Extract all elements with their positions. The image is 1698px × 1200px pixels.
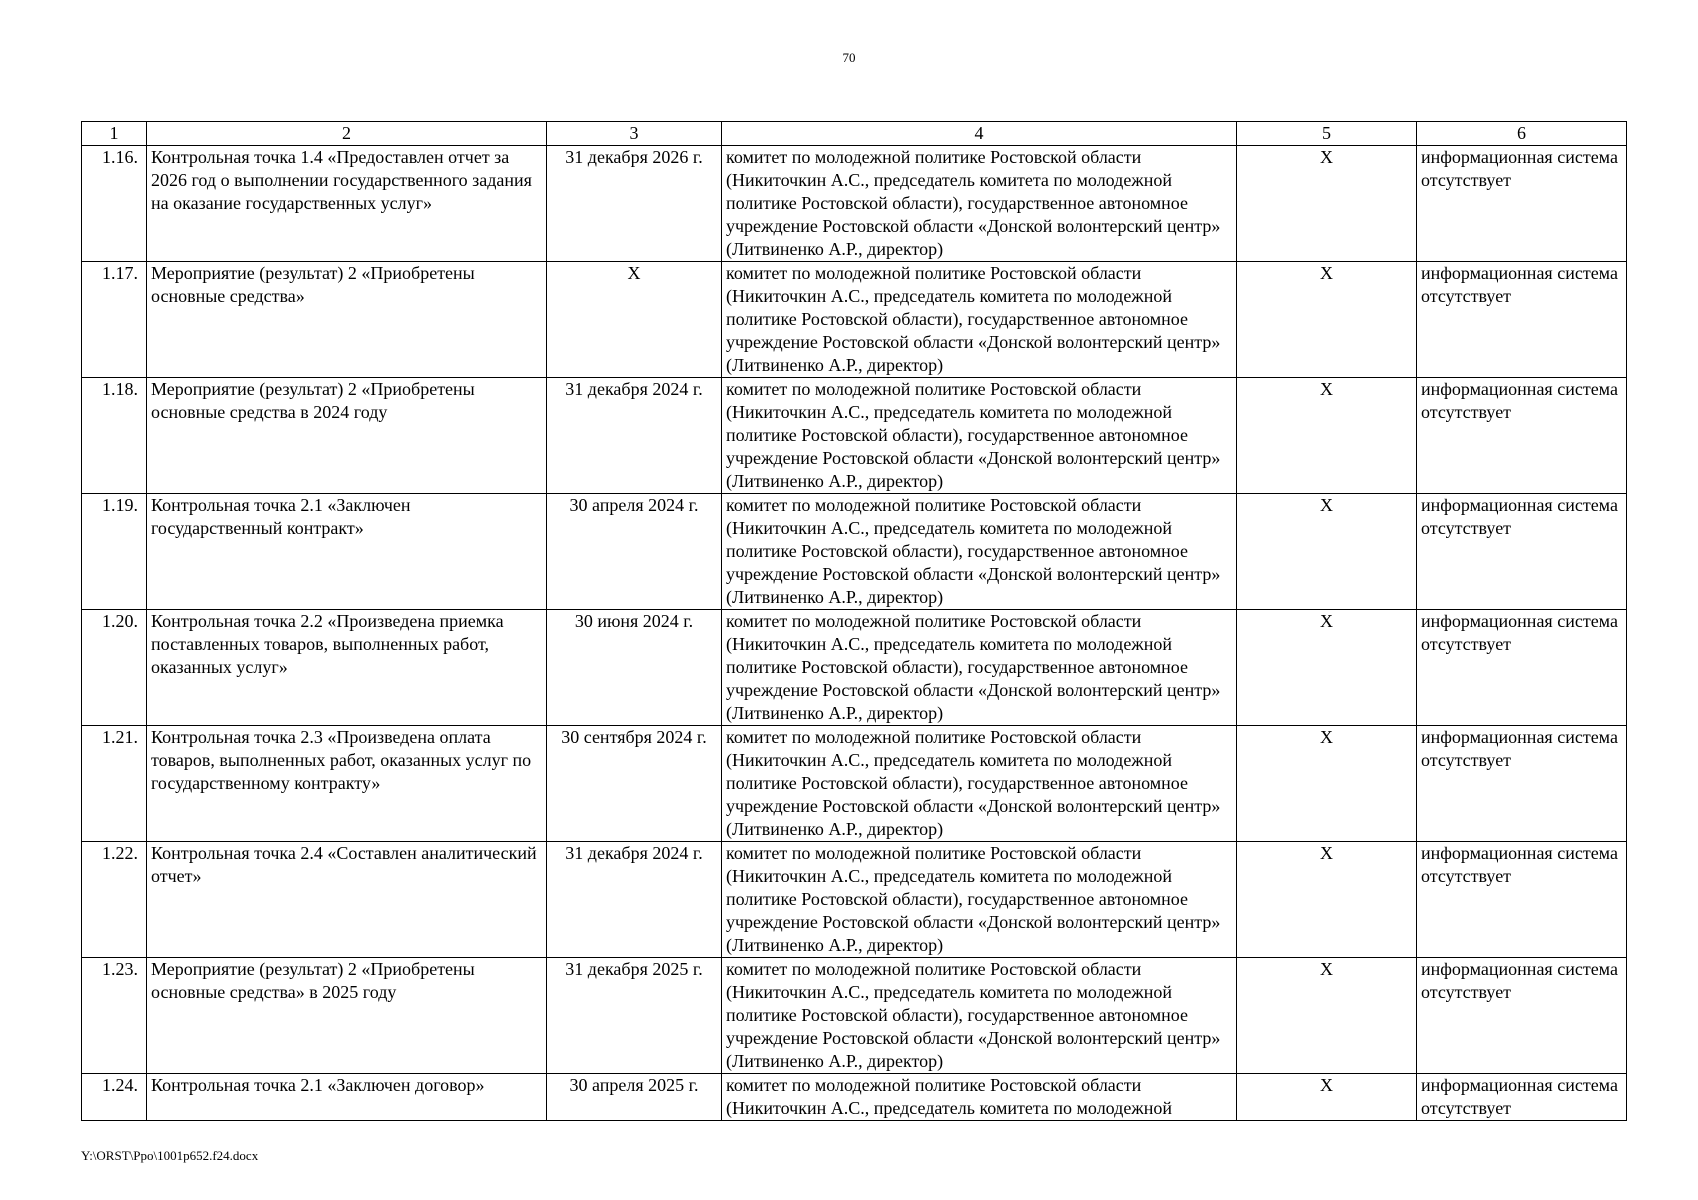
header-cell-6: 6 bbox=[1417, 122, 1627, 146]
row-number: 1.21. bbox=[82, 726, 147, 842]
header-row bbox=[82, 122, 1627, 146]
row-responsible: комитет по молодежной политике Ростовской области (Никиточкин А.С., председатель комитета по молодежной политике Ростовской области), государственное автономное учреждение Ростовской области «Донской волонтерский центр» (Литвиненко А.Р., директор) bbox=[722, 842, 1237, 958]
row-info: информационная система отсутствует bbox=[1417, 262, 1627, 378]
row-date: 31 декабря 2024 г. bbox=[547, 378, 722, 494]
row-name: Контрольная точка 1.4 «Предоставлен отчет за 2026 год о выполнении государственного задания на оказание государственных услуг» bbox=[147, 146, 547, 262]
row-date: Х bbox=[547, 262, 722, 378]
footer-file-path: Y:\ORST\Ppo\1001p652.f24.docx bbox=[81, 1148, 259, 1163]
row-info: информационная система отсутствует bbox=[1417, 494, 1627, 610]
row-name: Мероприятие (результат) 2 «Приобретены основные средства в 2024 году bbox=[147, 378, 547, 494]
row-col5: Х bbox=[1237, 378, 1417, 494]
row-responsible: комитет по молодежной политике Ростовской области (Никиточкин А.С., председатель комитета по молодежной политике Ростовской области), государственное автономное учреждение Ростовской области «Донской волонтерский центр» (Литвиненко А.Р., директор) bbox=[722, 262, 1237, 378]
row-date: 30 сентября 2024 г. bbox=[547, 726, 722, 842]
row-date: 31 декабря 2025 г. bbox=[547, 958, 722, 1074]
row-info: информационная система отсутствует bbox=[1417, 958, 1627, 1074]
row-col5: Х bbox=[1237, 610, 1417, 726]
row-col5: Х bbox=[1237, 1074, 1417, 1121]
row-name: Контрольная точка 2.1 «Заключен государственный контракт» bbox=[147, 494, 547, 610]
row-col5: Х bbox=[1237, 146, 1417, 262]
row-responsible: комитет по молодежной политике Ростовской области (Никиточкин А.С., председатель комитета по молодежной политике Ростовской области), государственное автономное учреждение Ростовской области «Донской волонтерский центр» (Литвиненко А.Р., директор) bbox=[722, 610, 1237, 726]
page-number: 70 bbox=[842, 50, 856, 65]
row-number: 1.22. bbox=[82, 842, 147, 958]
table-row bbox=[82, 494, 1627, 610]
table-row bbox=[82, 842, 1627, 958]
row-date: 30 апреля 2025 г. bbox=[547, 1074, 722, 1121]
row-col5: Х bbox=[1237, 842, 1417, 958]
control-points-table bbox=[81, 121, 1627, 1121]
row-name: Мероприятие (результат) 2 «Приобретены основные средства» в 2025 году bbox=[147, 958, 547, 1074]
header-cell-2: 2 bbox=[147, 122, 547, 146]
row-number: 1.16. bbox=[82, 146, 147, 262]
row-info: информационная система отсутствует bbox=[1417, 146, 1627, 262]
row-name: Контрольная точка 2.3 «Произведена оплата товаров, выполненных работ, оказанных услуг по государственному контракту» bbox=[147, 726, 547, 842]
row-info: информационная система отсутствует bbox=[1417, 842, 1627, 958]
row-name: Контрольная точка 2.2 «Произведена приемка поставленных товаров, выполненных работ, оказанных услуг» bbox=[147, 610, 547, 726]
row-name: Мероприятие (результат) 2 «Приобретены основные средства» bbox=[147, 262, 547, 378]
header-cell-4: 4 bbox=[722, 122, 1237, 146]
row-name: Контрольная точка 2.4 «Составлен аналитический отчет» bbox=[147, 842, 547, 958]
row-date: 30 апреля 2024 г. bbox=[547, 494, 722, 610]
row-responsible: комитет по молодежной политике Ростовской области (Никиточкин А.С., председатель комитета по молодежной политике Ростовской области), государственное автономное учреждение Ростовской области «Донской волонтерский центр» (Литвиненко А.Р., директор) bbox=[722, 378, 1237, 494]
row-number: 1.18. bbox=[82, 378, 147, 494]
row-number: 1.20. bbox=[82, 610, 147, 726]
row-number: 1.19. bbox=[82, 494, 147, 610]
row-number: 1.23. bbox=[82, 958, 147, 1074]
row-name: Контрольная точка 2.1 «Заключен договор» bbox=[147, 1074, 547, 1121]
row-responsible: комитет по молодежной политике Ростовской области (Никиточкин А.С., председатель комитета по молодежной политике Ростовской области), государственное автономное учреждение Ростовской области «Донской волонтерский центр» (Литвиненко А.Р., директор) bbox=[722, 146, 1237, 262]
table-row bbox=[82, 1074, 1627, 1121]
header-cell-1: 1 bbox=[82, 122, 147, 146]
row-responsible: комитет по молодежной политике Ростовской области (Никиточкин А.С., председатель комитета по молодежной политике Ростовской области), государственное автономное учреждение Ростовской области «Донской волонтерский центр» (Литвиненко А.Р., директор) bbox=[722, 726, 1237, 842]
row-col5: Х bbox=[1237, 958, 1417, 1074]
row-col5: Х bbox=[1237, 494, 1417, 610]
header-cell-5: 5 bbox=[1237, 122, 1417, 146]
table-row bbox=[82, 610, 1627, 726]
row-info: информационная система отсутствует bbox=[1417, 610, 1627, 726]
table-row bbox=[82, 378, 1627, 494]
row-date: 31 декабря 2026 г. bbox=[547, 146, 722, 262]
row-date: 30 июня 2024 г. bbox=[547, 610, 722, 726]
header-cell-3: 3 bbox=[547, 122, 722, 146]
row-info: информационная система отсутствует bbox=[1417, 1074, 1627, 1121]
row-col5: Х bbox=[1237, 262, 1417, 378]
row-info: информационная система отсутствует bbox=[1417, 378, 1627, 494]
row-responsible: комитет по молодежной политике Ростовской области (Никиточкин А.С., председатель комитета по молодежной политике Ростовской области), государственное автономное учреждение Ростовской области «Донской волонтерский центр» (Литвиненко А.Р., директор) bbox=[722, 958, 1237, 1074]
row-date: 31 декабря 2024 г. bbox=[547, 842, 722, 958]
row-responsible: комитет по молодежной политике Ростовской области (Никиточкин А.С., председатель комитета по молодежной bbox=[722, 1074, 1237, 1121]
row-responsible: комитет по молодежной политике Ростовской области (Никиточкин А.С., председатель комитета по молодежной политике Ростовской области), государственное автономное учреждение Ростовской области «Донской волонтерский центр» (Литвиненко А.Р., директор) bbox=[722, 494, 1237, 610]
table-row bbox=[82, 726, 1627, 842]
row-number: 1.24. bbox=[82, 1074, 147, 1121]
row-info: информационная система отсутствует bbox=[1417, 726, 1627, 842]
table-row bbox=[82, 958, 1627, 1074]
row-number: 1.17. bbox=[82, 262, 147, 378]
table-row bbox=[82, 146, 1627, 262]
row-col5: Х bbox=[1237, 726, 1417, 842]
table-row bbox=[82, 262, 1627, 378]
